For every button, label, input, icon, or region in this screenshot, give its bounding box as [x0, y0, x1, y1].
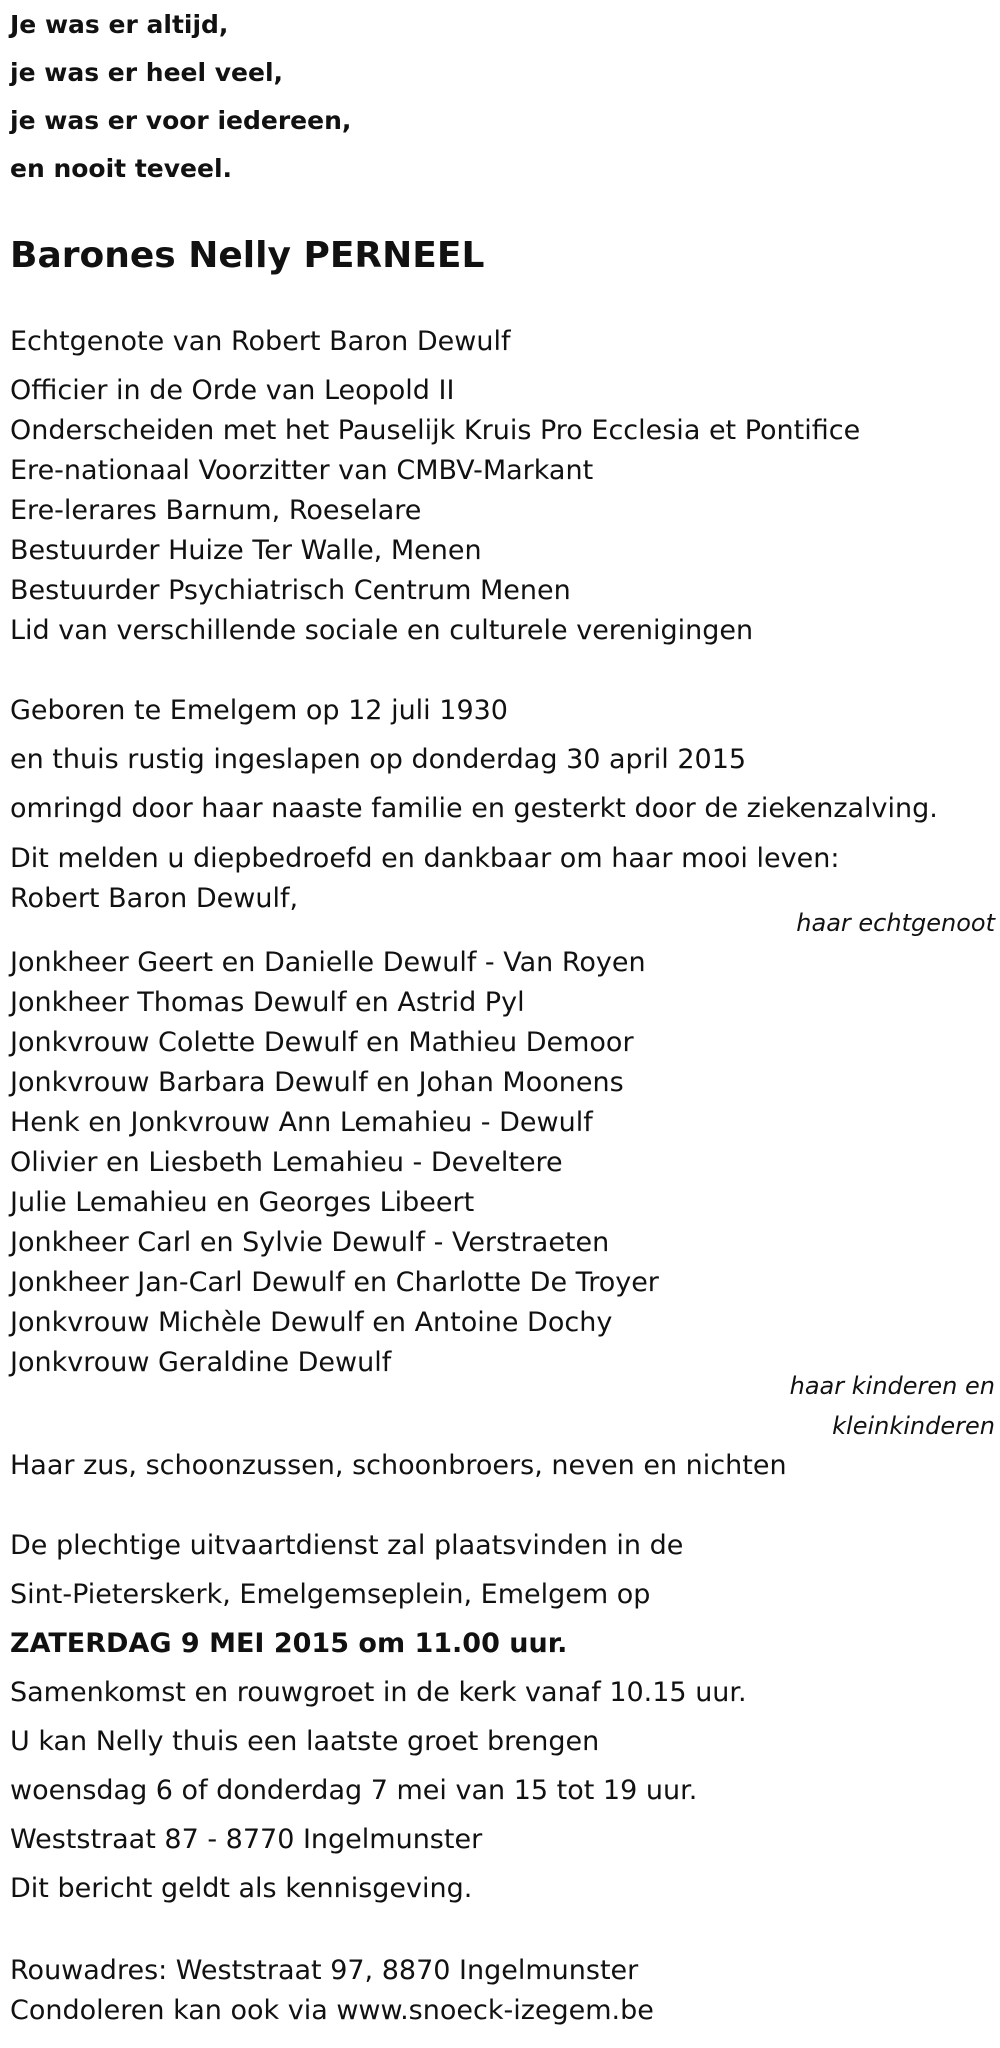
funeral-line: Sint-Pieterskerk, Emelgemseplein, Emelgem op [10, 1579, 651, 1610]
siblings-line: Haar zus, schoonzussen, schoonbroers, neven en nichten [10, 1450, 787, 1481]
visit-line: U kan Nelly thuis een laatste groet brengen [10, 1726, 600, 1757]
children-role-line-1: haar kinderen en [789, 1372, 995, 1400]
child-line: Julie Lemahieu en Georges Libeert [10, 1187, 475, 1218]
child-line: Jonkvrouw Colette Dewulf en Mathieu Demoor [10, 1027, 634, 1058]
spouse-line: Echtgenote van Robert Baron Dewulf [10, 326, 511, 357]
condolence-link-line[interactable]: Condoleren kan ook via www.snoeck-izegem.be [10, 1995, 654, 2026]
announcement-line: Dit melden u diepbedroefd en dankbaar om haar mooi leven: [10, 843, 840, 874]
honor-line: Officier in de Orde van Leopold II [10, 375, 455, 406]
honor-line: Bestuurder Psychiatrisch Centrum Menen [10, 575, 571, 606]
poem-line-1: Je was er altijd, [10, 10, 229, 39]
honor-line: Bestuurder Huize Ter Walle, Menen [10, 535, 482, 566]
honor-line: Ere-lerares Barnum, Roeselare [10, 495, 422, 526]
husband-name: Robert Baron Dewulf, [10, 883, 299, 914]
visit-time-line: woensdag 6 of donderdag 7 mei van 15 tot 19 uur. [10, 1775, 698, 1806]
gathering-line: Samenkomst en rouwgroet in de kerk vanaf 10.15 uur. [10, 1677, 747, 1708]
funeral-line: De plechtige uitvaartdienst zal plaatsvinden in de [10, 1530, 684, 1561]
child-line: Jonkheer Thomas Dewulf en Astrid Pyl [10, 987, 525, 1018]
children-role-line-2: kleinkinderen [832, 1412, 995, 1440]
child-line: Jonkvrouw Geraldine Dewulf [10, 1347, 392, 1378]
poem-line-3: je was er voor iedereen, [10, 106, 352, 135]
child-line: Jonkheer Geert en Danielle Dewulf - Van Royen [10, 947, 646, 978]
funeral-date: ZATERDAG 9 MEI 2015 om 11.00 uur. [10, 1628, 568, 1659]
death-line: en thuis rustig ingeslapen op donderdag 30 april 2015 [10, 744, 747, 775]
mourning-address: Rouwadres: Weststraat 97, 8870 Ingelmunster [10, 1955, 639, 1986]
birth-line: Geboren te Emelgem op 12 juli 1930 [10, 695, 508, 726]
child-line: Henk en Jonkvrouw Ann Lemahieu - Dewulf [10, 1107, 593, 1138]
poem-line-2: je was er heel veel, [10, 58, 284, 87]
child-line: Olivier en Liesbeth Lemahieu - Develtere [10, 1147, 563, 1178]
visit-address-line: Weststraat 87 - 8770 Ingelmunster [10, 1824, 483, 1855]
honor-line: Ere-nationaal Voorzitter van CMBV-Markant [10, 455, 594, 486]
husband-role: haar echtgenoot [796, 909, 995, 937]
family-line: omringd door haar naaste familie en gesterkt door de ziekenzalving. [10, 793, 938, 824]
honor-line: Lid van verschillende sociale en culturele verenigingen [10, 615, 754, 646]
child-line: Jonkheer Jan-Carl Dewulf en Charlotte De Troyer [10, 1267, 659, 1298]
notice-line: Dit bericht geldt als kennisgeving. [10, 1873, 473, 1904]
child-line: Jonkheer Carl en Sylvie Dewulf - Verstraeten [10, 1227, 610, 1258]
child-line: Jonkvrouw Barbara Dewulf en Johan Moonens [10, 1067, 624, 1098]
poem-line-4: en nooit teveel. [10, 154, 233, 183]
honor-line: Onderscheiden met het Pauselijk Kruis Pro Ecclesia et Pontifice [10, 415, 861, 446]
deceased-name: Barones Nelly PERNEEL [10, 235, 485, 276]
child-line: Jonkvrouw Michèle Dewulf en Antoine Dochy [10, 1307, 613, 1338]
